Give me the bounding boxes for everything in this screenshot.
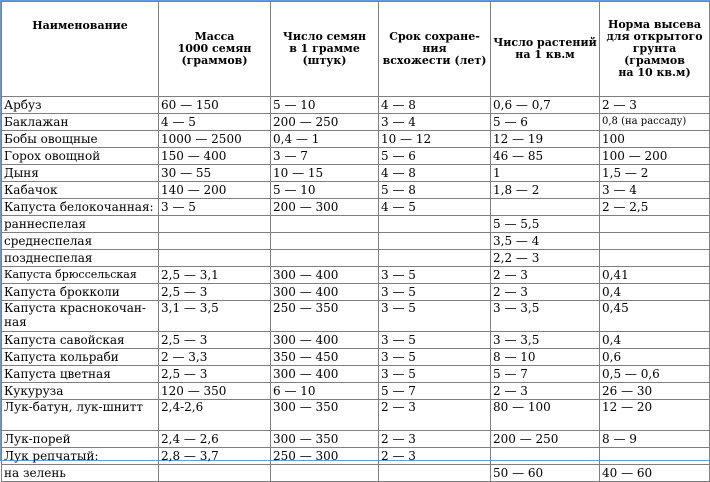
header-line: на 1 кв.м <box>515 48 575 61</box>
cell-sowing-rate <box>600 216 710 233</box>
cell-seeds-per-gram: 250 — 350 <box>271 301 379 332</box>
cell-plants-per-sqm: 1,8 — 2 <box>491 182 600 199</box>
header-line: 1000 семян <box>177 42 252 55</box>
cell-seed-mass: 2,5 — 3 <box>159 284 271 301</box>
header-line: Масса <box>194 30 235 43</box>
cell-plants-per-sqm: 8 — 10 <box>491 349 600 366</box>
header-line: в 1 грамме <box>289 42 360 55</box>
cell-name: позднеспелая <box>2 250 159 267</box>
cell-name: среднеспелая <box>2 233 159 250</box>
cell-seeds-per-gram: 250 — 300 <box>271 448 379 465</box>
cell-seed-mass: 140 — 200 <box>159 182 271 199</box>
cell-seeds-per-gram: 300 — 400 <box>271 267 379 284</box>
cell-seed-mass: 150 — 400 <box>159 148 271 165</box>
cell-seeds-per-gram <box>271 233 379 250</box>
cell-seeds-per-gram: 300 — 350 <box>271 431 379 448</box>
cell-germination: 5 — 6 <box>379 148 491 165</box>
cell-name: Лук-батун, лук-шнитт <box>2 400 159 431</box>
header-line: (штук) <box>302 54 347 67</box>
table-row <box>2 366 710 383</box>
cell-name: Кукуруза <box>2 383 159 400</box>
cell-plants-per-sqm: 2,2 — 3 <box>491 250 600 267</box>
header-line: на 10 кв.м) <box>618 66 691 79</box>
header-plants-per-sqm <box>491 2 600 97</box>
cell-seeds-per-gram: 300 — 400 <box>271 332 379 349</box>
cell-name: Дыня <box>2 165 159 182</box>
cell-plants-per-sqm <box>491 199 600 216</box>
cell-plants-per-sqm: 5 — 6 <box>491 114 600 131</box>
cell-sowing-rate <box>600 233 710 250</box>
cell-sowing-rate: 3 — 4 <box>600 182 710 199</box>
table-row <box>2 114 710 131</box>
table-row <box>2 250 710 267</box>
cell-germination <box>379 216 491 233</box>
cell-seed-mass: 2,4-2,6 <box>159 400 271 431</box>
cell-germination: 3 — 5 <box>379 284 491 301</box>
header-line: Число семян <box>282 30 367 43</box>
cell-seed-mass: 60 — 150 <box>159 97 271 114</box>
cell-germination <box>379 233 491 250</box>
table-row <box>2 165 710 182</box>
cell-plants-per-sqm: 5 — 7 <box>491 366 600 383</box>
cell-plants-per-sqm: 1 <box>491 165 600 182</box>
header-line: (граммов <box>624 54 685 67</box>
table-row <box>2 148 710 165</box>
table-row <box>2 465 710 482</box>
cell-seed-mass <box>159 233 271 250</box>
table-row <box>2 284 710 301</box>
cell-seeds-per-gram <box>271 250 379 267</box>
header-line: (граммов) <box>181 54 248 67</box>
cell-name: Лук репчатый: <box>2 448 159 465</box>
cell-seeds-per-gram: 200 — 300 <box>271 199 379 216</box>
header-line: Число растений <box>493 36 597 49</box>
cell-name: Бобы овощные <box>2 131 159 148</box>
cell-sowing-rate: 40 — 60 <box>600 465 710 482</box>
cell-sowing-rate: 1,5 — 2 <box>600 165 710 182</box>
cell-seed-mass: 120 — 350 <box>159 383 271 400</box>
header-line: ния <box>422 42 447 55</box>
cell-germination: 3 — 5 <box>379 267 491 284</box>
header-row <box>2 2 710 97</box>
cell-germination: 2 — 3 <box>379 431 491 448</box>
table-row <box>2 448 710 465</box>
cell-plants-per-sqm: 46 — 85 <box>491 148 600 165</box>
table-row <box>2 199 710 216</box>
header-seeds-per-gram <box>271 2 379 97</box>
cell-sowing-rate: 100 — 200 <box>600 148 710 165</box>
cell-sowing-rate: 8 — 9 <box>600 431 710 448</box>
cell-sowing-rate <box>600 448 710 465</box>
cell-seed-mass: 3,1 — 3,5 <box>159 301 271 332</box>
cell-sowing-rate: 0,6 <box>600 349 710 366</box>
cell-plants-per-sqm: 3,5 — 4 <box>491 233 600 250</box>
cell-seed-mass: 2,8 — 3,7 <box>159 448 271 465</box>
cell-name: раннеспелая <box>2 216 159 233</box>
cell-plants-per-sqm <box>491 448 600 465</box>
cell-germination: 4 — 8 <box>379 165 491 182</box>
cell-seeds-per-gram: 0,4 — 1 <box>271 131 379 148</box>
cell-germination: 3 — 5 <box>379 349 491 366</box>
cell-name: на зелень <box>2 465 159 482</box>
cell-sowing-rate: 0,4 <box>600 332 710 349</box>
table-row <box>2 431 710 448</box>
cell-germination: 5 — 8 <box>379 182 491 199</box>
cell-name: Арбуз <box>2 97 159 114</box>
cell-plants-per-sqm: 200 — 250 <box>491 431 600 448</box>
cell-name: Лук-порей <box>2 431 159 448</box>
cell-germination: 4 — 8 <box>379 97 491 114</box>
cell-seed-mass <box>159 250 271 267</box>
cell-seeds-per-gram: 3 — 7 <box>271 148 379 165</box>
cell-seed-mass: 2,5 — 3 <box>159 332 271 349</box>
cell-plants-per-sqm: 2 — 3 <box>491 267 600 284</box>
cell-sowing-rate: 26 — 30 <box>600 383 710 400</box>
cell-seed-mass: 1000 — 2500 <box>159 131 271 148</box>
cell-seed-mass: 4 — 5 <box>159 114 271 131</box>
table-row <box>2 383 710 400</box>
cell-plants-per-sqm: 3 — 3,5 <box>491 332 600 349</box>
seed-norms-table <box>1 1 710 482</box>
cell-sowing-rate: 2 — 2,5 <box>600 199 710 216</box>
cell-germination: 3 — 5 <box>379 366 491 383</box>
table-row <box>2 131 710 148</box>
cell-sowing-rate: 12 — 20 <box>600 400 710 431</box>
cell-sowing-rate: 0,45 <box>600 301 710 332</box>
cell-seeds-per-gram: 6 — 10 <box>271 383 379 400</box>
cell-plants-per-sqm: 2 — 3 <box>491 284 600 301</box>
cell-seed-mass: 2,4 — 2,6 <box>159 431 271 448</box>
cell-seeds-per-gram: 5 — 10 <box>271 97 379 114</box>
cell-germination: 4 — 5 <box>379 199 491 216</box>
cell-plants-per-sqm: 12 — 19 <box>491 131 600 148</box>
cell-seed-mass: 2 — 3,3 <box>159 349 271 366</box>
table-row <box>2 301 710 332</box>
cell-germination <box>379 465 491 482</box>
cell-plants-per-sqm: 0,6 — 0,7 <box>491 97 600 114</box>
cell-sowing-rate: 0,41 <box>600 267 710 284</box>
cell-germination: 3 — 4 <box>379 114 491 131</box>
cell-sowing-rate: 100 <box>600 131 710 148</box>
cell-plants-per-sqm: 80 — 100 <box>491 400 600 431</box>
cell-seed-mass: 2,5 — 3,1 <box>159 267 271 284</box>
cell-name: Баклажан <box>2 114 159 131</box>
cell-plants-per-sqm: 2 — 3 <box>491 383 600 400</box>
cell-seeds-per-gram: 5 — 10 <box>271 182 379 199</box>
cell-name: Капуста брюссельская <box>2 267 159 284</box>
cell-seed-mass <box>159 216 271 233</box>
cell-name: Капуста кольраби <box>2 349 159 366</box>
header-line: Норма высева <box>607 18 702 31</box>
cell-sowing-rate: 2 — 3 <box>600 97 710 114</box>
cell-seeds-per-gram: 300 — 350 <box>271 400 379 431</box>
cell-seeds-per-gram: 300 — 400 <box>271 284 379 301</box>
cell-seed-mass: 3 — 5 <box>159 199 271 216</box>
header-line: для открытого <box>606 30 703 43</box>
cell-name: Капуста белокочанная: <box>2 199 159 216</box>
cell-seed-mass <box>159 465 271 482</box>
table-row <box>2 349 710 366</box>
cell-seeds-per-gram: 200 — 250 <box>271 114 379 131</box>
cell-name: Капуста брокколи <box>2 284 159 301</box>
table-body <box>2 97 710 482</box>
header-line: всхожести (лет) <box>382 54 487 67</box>
cell-seed-mass: 30 — 55 <box>159 165 271 182</box>
table-row <box>2 216 710 233</box>
cell-germination: 3 — 5 <box>379 332 491 349</box>
header-seed-mass <box>159 2 271 97</box>
table-row <box>2 233 710 250</box>
cell-germination: 2 — 3 <box>379 448 491 465</box>
cell-seeds-per-gram <box>271 216 379 233</box>
cell-seeds-per-gram: 10 — 15 <box>271 165 379 182</box>
cell-plants-per-sqm: 3 — 3,5 <box>491 301 600 332</box>
cell-plants-per-sqm: 5 — 5,5 <box>491 216 600 233</box>
cell-name: Капуста цветная <box>2 366 159 383</box>
header-line: Наименование <box>32 19 128 32</box>
cell-sowing-rate: 0,5 — 0,6 <box>600 366 710 383</box>
cell-seeds-per-gram: 300 — 400 <box>271 366 379 383</box>
cell-name: Кабачок <box>2 182 159 199</box>
cell-sowing-rate: 0,4 <box>600 284 710 301</box>
cell-sowing-rate: 0,8 (на рассаду) <box>600 114 710 131</box>
cell-plants-per-sqm: 50 — 60 <box>491 465 600 482</box>
cell-sowing-rate <box>600 250 710 267</box>
cell-name: Капуста краснокочан-ная <box>2 301 159 332</box>
table-row <box>2 182 710 199</box>
cell-seeds-per-gram <box>271 465 379 482</box>
table-row <box>2 267 710 284</box>
table-row <box>2 97 710 114</box>
cell-germination: 2 — 3 <box>379 400 491 431</box>
cell-germination <box>379 250 491 267</box>
table-row <box>2 400 710 431</box>
table-row <box>2 332 710 349</box>
cell-seed-mass: 2,5 — 3 <box>159 366 271 383</box>
cell-seeds-per-gram: 350 — 450 <box>271 349 379 366</box>
header-name <box>2 2 159 97</box>
header-sowing-rate <box>600 2 710 97</box>
cell-germination: 5 — 7 <box>379 383 491 400</box>
header-germination-period <box>379 2 491 97</box>
header-line: Срок сохране- <box>389 30 480 43</box>
cell-germination: 3 — 5 <box>379 301 491 332</box>
cell-name: Горох овощной <box>2 148 159 165</box>
cell-name: Капуста савойская <box>2 332 159 349</box>
cell-germination: 10 — 12 <box>379 131 491 148</box>
header-line: грунта <box>632 42 677 55</box>
